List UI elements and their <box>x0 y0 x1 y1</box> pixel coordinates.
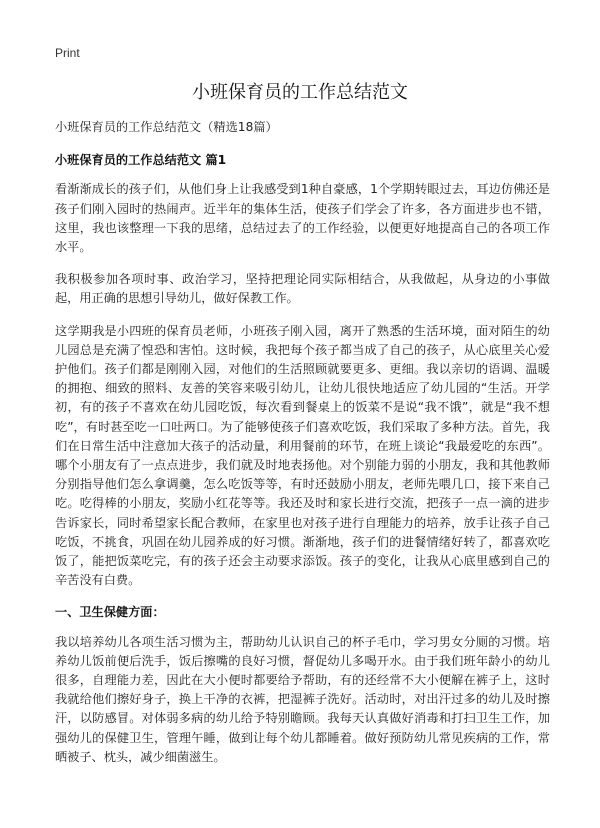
section-heading-1: 小班保育员的工作总结范文 篇1 <box>55 153 227 168</box>
document-subtitle: 小班保育员的工作总结范文（精选18篇） <box>55 120 278 134</box>
paragraph-1: 看渐渐成长的孩子们，从他们身上让我感受到1种自豪感，1个学期转眼过去，耳边仿佛还是孩子们刚入园时的热闹声。近半年的集体生活，使孩子们学会了许多，各方面进步也不错，这里，我也该整理一下我的思绪，总结过去了的工作经验，以便更好地提高自己的各项工作水平。 <box>55 182 550 255</box>
paragraph-4: 我以培养幼儿各项生活习惯为主，帮助幼儿认识自己的杯子毛巾，学习男女分厕的习惯。培养幼儿饭前便后洗手，饭后擦嘴的良好习惯，督促幼儿多喝开水。由于我们班年龄小的幼儿很多，自理能力差，因此在大小便时都要给予帮助，有的还经常不大小便解在裤子上，这时我就给他们擦好身子，换上干净的衣裤，把湿裤子洗好。活动时，对出汗过多的幼儿及时擦汗，以防感冒。对体弱多病的幼儿给予特别瞻顾。我每天认真做好消毒和打扫卫生工作，加强幼儿的保健卫生，管理午睡，做到让每个幼儿都睡着。做好预防幼儿常见疾病的工作，常晒被子、枕头，减少细菌滋生。 <box>55 634 550 764</box>
paragraph-2: 我积极参加各项时事、政治学习，坚持把理论同实际相结合，从我做起，从身边的小事做起，用正确的思想引导幼儿，做好保教工作。 <box>55 272 550 306</box>
document-title: 小班保育员的工作总结范文 <box>192 82 408 103</box>
document-body <box>55 118 550 779</box>
paragraph-3: 这学期我是小四班的保育员老师，小班孩子刚入园，离开了熟悉的生活环境，面对陌生的幼儿园总是充满了惶恐和害怕。这时候，我把每个孩子都当成了自己的孩子，从心底里关心爱护他们。孩子们都是刚刚入园，对他们的生活照顾就要更多、更细。我以亲切的语调、温暖的拥抱、细致的照料、友善的笑容来吸引幼儿，让幼儿很快地适应了幼儿园的“生活。开学初，有的孩子不喜欢在幼儿园吃饭，每次看到餐桌上的饭菜不是说“我不饿”，就是“我不想吃”，有时甚至吃一口吐两口。为了能够使孩子们喜欢吃饭，我们采取了多种方法。首先，我们在日常生活中注意加大孩子的活动量，利用餐前的环节，在班上谈论“我最爱吃的东西”。哪个小朋友有了一点点进步，我们就及时地表扬他。对个别能力弱的小朋友，我和其他教师分别指导他们怎么拿调羹，怎么吃饭等等，有时还鼓励小朋友，老师先喂几口，接下来自己吃。吃得棒的小朋友，奖励小红花等等。我还及时和家长进行交流，把孩子一点一滴的进步告诉家长，同时希望家长配合教师，在家里也对孩子进行自理能力的培养，放手让孩子自己吃饭，不挑食，巩固在幼儿园养成的好习惯。渐渐地，孩子们的进餐情绪好转了，都喜欢吃饭了，能把饭菜吃完，有的孩子还会主动要求添饭。孩子的变化，让我从心底里感到自己的辛苦没有白费。 <box>55 323 550 588</box>
print-label[interactable]: Print <box>55 46 80 60</box>
section-heading-2: 一、卫生保健方面： <box>55 605 165 620</box>
